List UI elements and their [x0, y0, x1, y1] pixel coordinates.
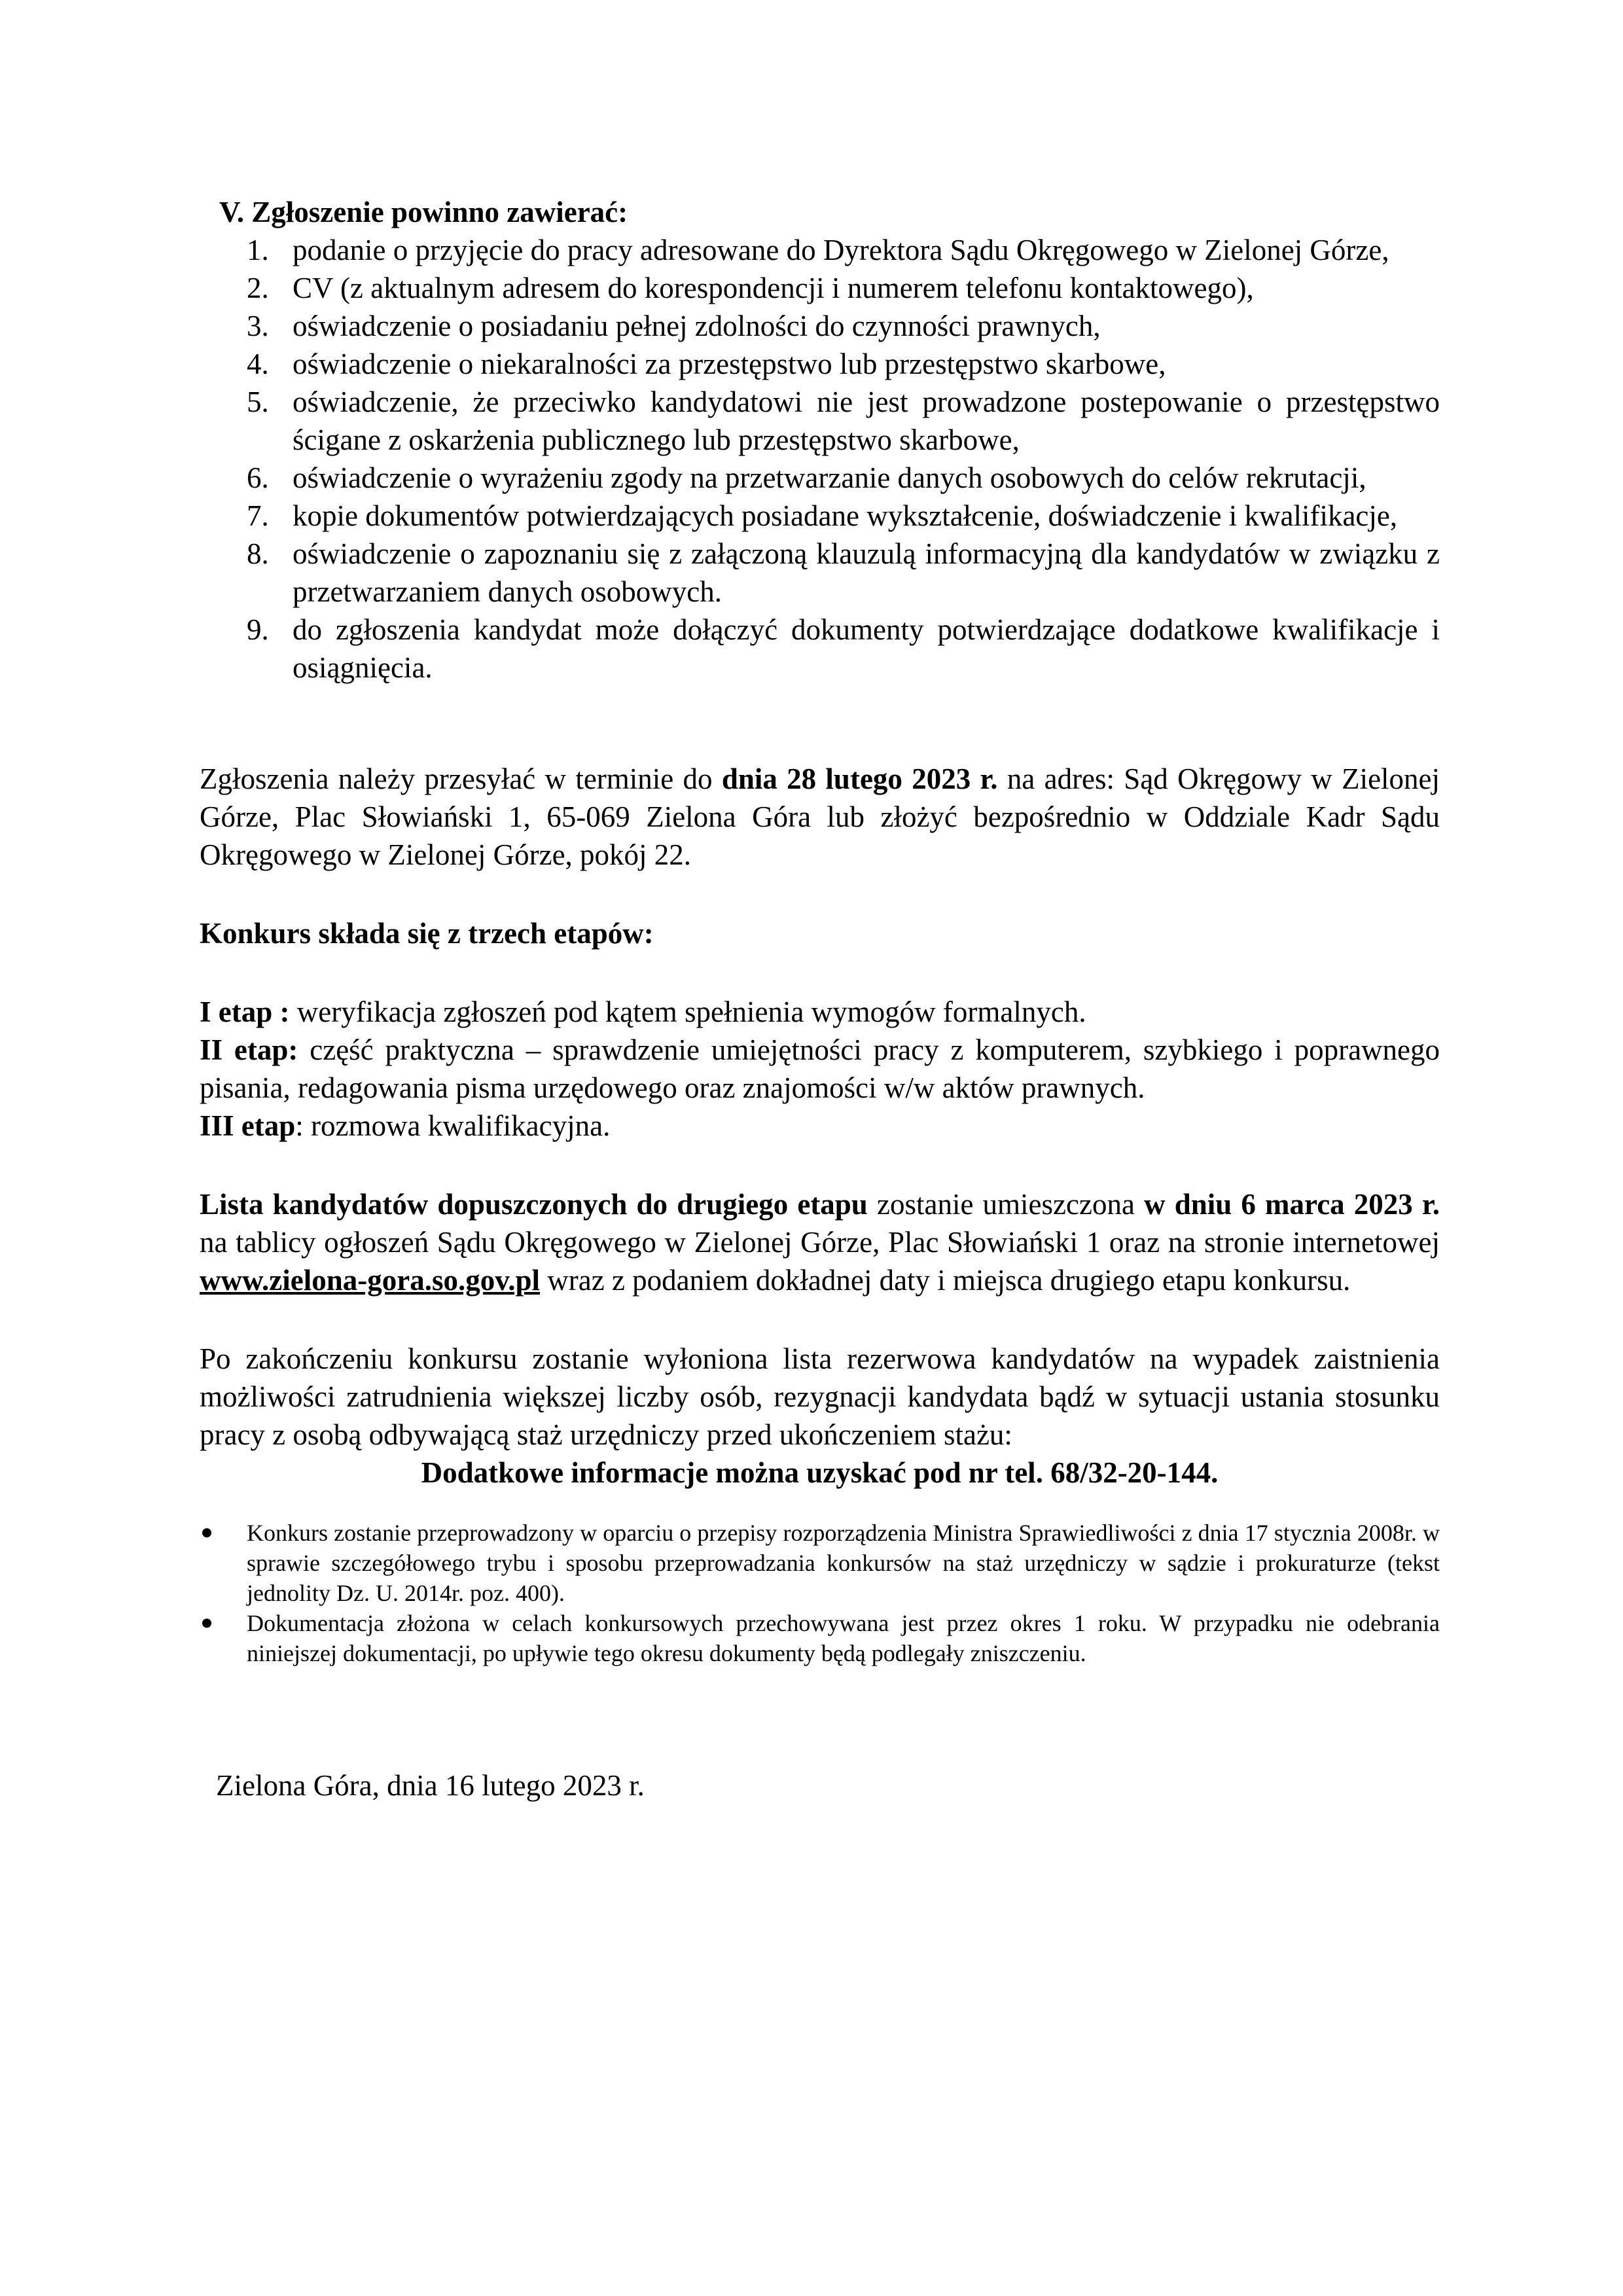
list-item: 5. oświadczenie, że przeciwko kandydatowi nie jest prowadzone postepowanie o przestępstwo ścigane z oskarżenia publicznego lub przestępstwo skarbowe, — [247, 386, 1440, 456]
court-website-link[interactable]: www.zielona-gora.so.gov.pl — [200, 1264, 541, 1297]
notes-list — [200, 1518, 1440, 1668]
requirements-list — [200, 231, 1440, 687]
note-item: Dokumentacja złożona w celach konkursowych przechowywana jest przez okres 1 roku. W przypadku nie odebrania niniejszej dokumentacji, po upływie tego okresu dokumenty będą podlegały zniszczeniu. — [200, 1608, 1440, 1668]
list-item: 6. oświadczenie o wyrażeniu zgody na przetwarzanie danych osobowych do celów rekrutacji, — [247, 461, 1366, 494]
document-page — [200, 193, 1440, 1804]
reserve-list-paragraph: Po zakończeniu konkursu zostanie wyłoniona lista rezerwowa kandydatów na wypadek zaistnienia możliwości zatrudnienia większej liczby osób, rezygnacji kandydata bądź w sytuacji ustania stosunku pracy z osobą odbywającą staż urzędniczy przed ukończeniem stażu: — [200, 1342, 1440, 1451]
list-item: 4. oświadczenie o niekaralności za przestępstwo lub przestępstwo skarbowe, — [247, 348, 1166, 380]
bullet-icon — [202, 1528, 211, 1537]
stage-3: III etap: rozmowa kwalifikacyjna. — [200, 1109, 611, 1142]
stage-2: II etap: część praktyczna – sprawdzenie umiejętności pracy z komputerem, szybkiego i poprawnego pisania, redagowania pisma urzędowego oraz znajomości w/w aktów prawnych. — [200, 1033, 1440, 1104]
candidate-list-paragraph: Lista kandydatów dopuszczonych do drugiego etapu zostanie umieszczona w dniu 6 marca 2023 r. na tablicy ogłoszeń Sądu Okręgowego w Zielonej Górze, Plac Słowiański 1 oraz na stronie internetowej www.zielona-gora.so.gov.pl wraz z podaniem dokładnej daty i miejsca drugiego etapu konkursu. — [200, 1188, 1440, 1297]
contact-info: Dodatkowe informacje można uzyskać pod nr tel. 68/32-20-144. — [421, 1456, 1219, 1489]
submission-deadline: dnia 28 lutego 2023 r. — [721, 762, 998, 795]
place-and-date: Zielona Góra, dnia 16 lutego 2023 r. — [216, 1769, 645, 1802]
submission-paragraph: Zgłoszenia należy przesyłać w terminie do dnia 28 lutego 2023 r. na adres: Sąd Okręgowy w Zielonej Górze, Plac Słowiański 1, 65-069 Zielona Góra lub złożyć bezpośrednio w Oddziale Kadr Sądu Okręgowego w Zielonej Górze, pokój 22. — [200, 762, 1440, 871]
bullet-icon — [202, 1619, 211, 1628]
note-item: Konkurs zostanie przeprowadzony w oparciu o przepisy rozporządzenia Ministra Sprawiedliwości z dnia 17 stycznia 2008r. w sprawie szczegółowego trybu i sposobu przeprowadzania konkursów na staż urzędniczy w sądzie i prokuraturze (tekst jednolity Dz. U. 2014r. poz. 400). — [200, 1518, 1440, 1608]
list-item: 8. oświadczenie o zapoznaniu się z załączoną klauzulą informacyjną dla kandydatów w związku z przetwarzaniem danych osobowych. — [247, 537, 1440, 608]
section-v — [200, 193, 1440, 687]
list-item: 2. CV (z aktualnym adresem do korespondencji i numerem telefonu kontaktowego), — [247, 272, 1254, 304]
section-v-heading: V. Zgłoszenie powinno zawierać: — [219, 196, 628, 228]
stage-1: I etap : weryfikacja zgłoszeń pod kątem spełnienia wymogów formalnych. — [200, 996, 1086, 1028]
list-item: 9. do zgłoszenia kandydat może dołączyć dokumenty potwierdzające dodatkowe kwalifikacje i osiągnięcia. — [247, 613, 1440, 684]
list-item: 7. kopie dokumentów potwierdzających posiadane wykształcenie, doświadczenie i kwalifikacje, — [247, 499, 1398, 532]
list-item: 1. podanie o przyjęcie do pracy adresowane do Dyrektora Sądu Okręgowego w Zielonej Górze, — [247, 234, 1389, 266]
stages-heading: Konkurs składa się z trzech etapów: — [200, 917, 654, 950]
list-item: 3. oświadczenie o posiadaniu pełnej zdolności do czynności prawnych, — [247, 310, 1101, 342]
